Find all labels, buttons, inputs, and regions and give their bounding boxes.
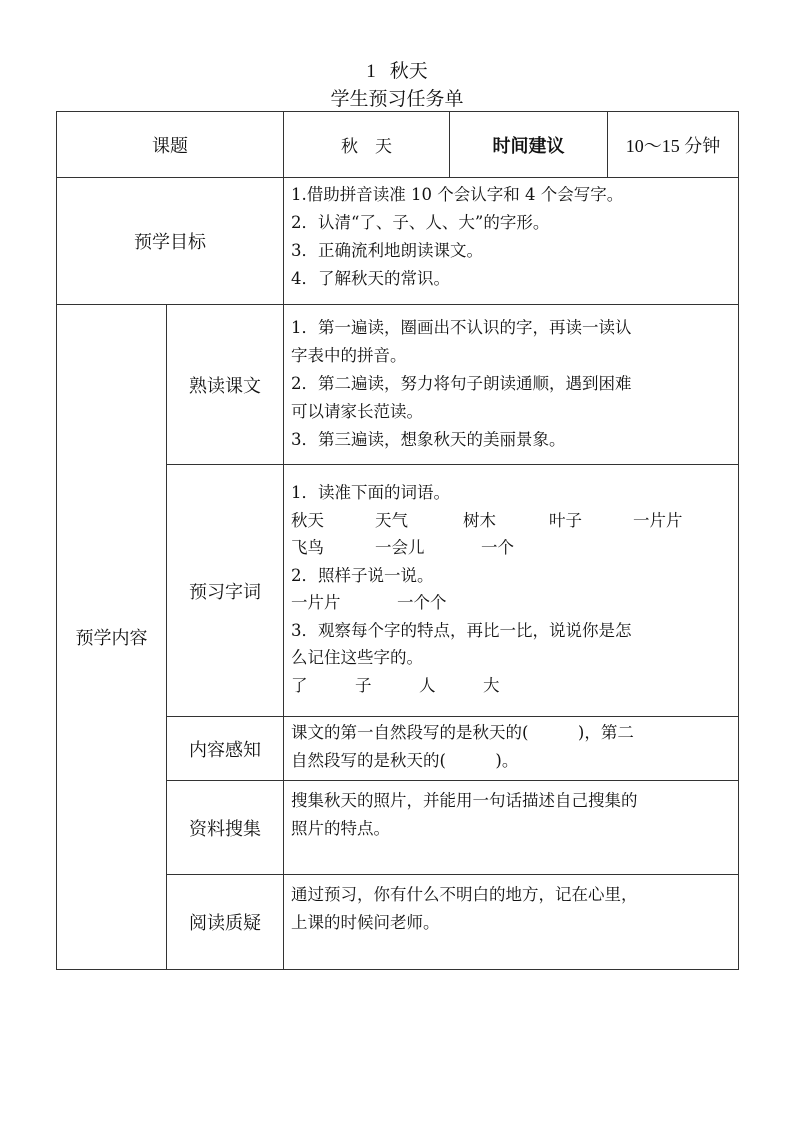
time-value: 10～15 分钟 bbox=[608, 112, 739, 178]
word: 飞鸟 bbox=[291, 538, 324, 557]
word: 一个 bbox=[481, 538, 514, 557]
reading-label: 熟读课文 bbox=[167, 305, 284, 465]
questions-label: 阅读质疑 bbox=[167, 875, 284, 970]
reading-tasks bbox=[284, 305, 739, 465]
word: 一片片 bbox=[291, 593, 341, 612]
word-tasks bbox=[284, 465, 739, 717]
words-label: 预习字词 bbox=[167, 465, 284, 717]
character: 大 bbox=[483, 675, 500, 695]
word: 叶子 bbox=[549, 510, 582, 530]
research-label: 资料搜集 bbox=[167, 781, 284, 875]
meta-row bbox=[57, 112, 739, 178]
character-row bbox=[291, 672, 732, 700]
questions-task bbox=[284, 875, 739, 970]
word-row bbox=[291, 589, 732, 617]
reading-line: 可以请家长范读。 bbox=[291, 402, 423, 421]
time-label: 时间建议 bbox=[450, 112, 608, 178]
character: 人 bbox=[419, 675, 436, 695]
worksheet-subtitle: 学生预习任务单 bbox=[330, 88, 464, 110]
lesson-heading bbox=[0, 60, 794, 83]
reading-line: 字表中的拼音。 bbox=[291, 346, 407, 365]
questions-line: 通过预习，你有什么不明白的地方，记在心里， bbox=[291, 885, 638, 904]
research-line: 照片的特点。 bbox=[291, 819, 390, 838]
word: 一片片 bbox=[633, 510, 683, 530]
word: 一个个 bbox=[397, 593, 447, 612]
research-line: 搜集秋天的照片，并能用一句话描述自己搜集的 bbox=[291, 791, 638, 810]
topic-label: 课题 bbox=[57, 112, 284, 178]
lesson-number: 1 bbox=[366, 61, 376, 82]
comprehension-line: 课文的第一自然段写的是秋天的( )，第二 bbox=[291, 723, 634, 742]
goal-item: 4．了解秋天的常识。 bbox=[291, 269, 450, 288]
comprehension-label: 内容感知 bbox=[167, 717, 284, 781]
research-task bbox=[284, 781, 739, 875]
words-task-3: 3．观察每个字的特点，再比一比，说说你是怎 bbox=[291, 620, 632, 640]
words-task-2: 2．照样子说一说。 bbox=[291, 565, 434, 585]
reading-line: 3．第三遍读，想象秋天的美丽景象。 bbox=[291, 430, 566, 449]
word: 一会儿 bbox=[375, 538, 425, 557]
goal-item: 3．正确流利地朗读课文。 bbox=[291, 241, 483, 260]
comprehension-task bbox=[284, 717, 739, 781]
goal-item: 1.借助拼音读准 10 个会认字和 4 个会写字。 bbox=[291, 185, 624, 204]
character: 了 bbox=[291, 675, 308, 695]
topic-value: 秋 天 bbox=[284, 112, 450, 178]
word-row bbox=[291, 507, 732, 535]
reading-line: 1．第一遍读，圈画出不认识的字，再读一读认 bbox=[291, 318, 632, 337]
reading-row bbox=[57, 305, 739, 465]
reading-line: 2．第二遍读，努力将句子朗读通顺，遇到困难 bbox=[291, 374, 632, 393]
content-label: 预学内容 bbox=[57, 305, 167, 970]
word: 树木 bbox=[463, 510, 496, 530]
words-task-3-cont: 么记住这些字的。 bbox=[291, 648, 423, 667]
goal-item: 2．认清“了、子、人、大”的字形。 bbox=[291, 213, 550, 232]
word: 秋天 bbox=[291, 510, 324, 530]
goals-row bbox=[57, 178, 739, 305]
goals-list bbox=[284, 178, 739, 305]
character: 子 bbox=[355, 675, 372, 695]
goals-label: 预学目标 bbox=[57, 178, 284, 305]
preview-task-table bbox=[56, 111, 739, 970]
word: 天气 bbox=[375, 510, 408, 530]
comprehension-line: 自然段写的是秋天的( )。 bbox=[291, 751, 519, 770]
words-task-1: 1．读准下面的词语。 bbox=[291, 483, 450, 502]
questions-line: 上课的时候问老师。 bbox=[291, 913, 440, 932]
word-row bbox=[291, 534, 732, 562]
lesson-title: 秋天 bbox=[389, 60, 428, 82]
